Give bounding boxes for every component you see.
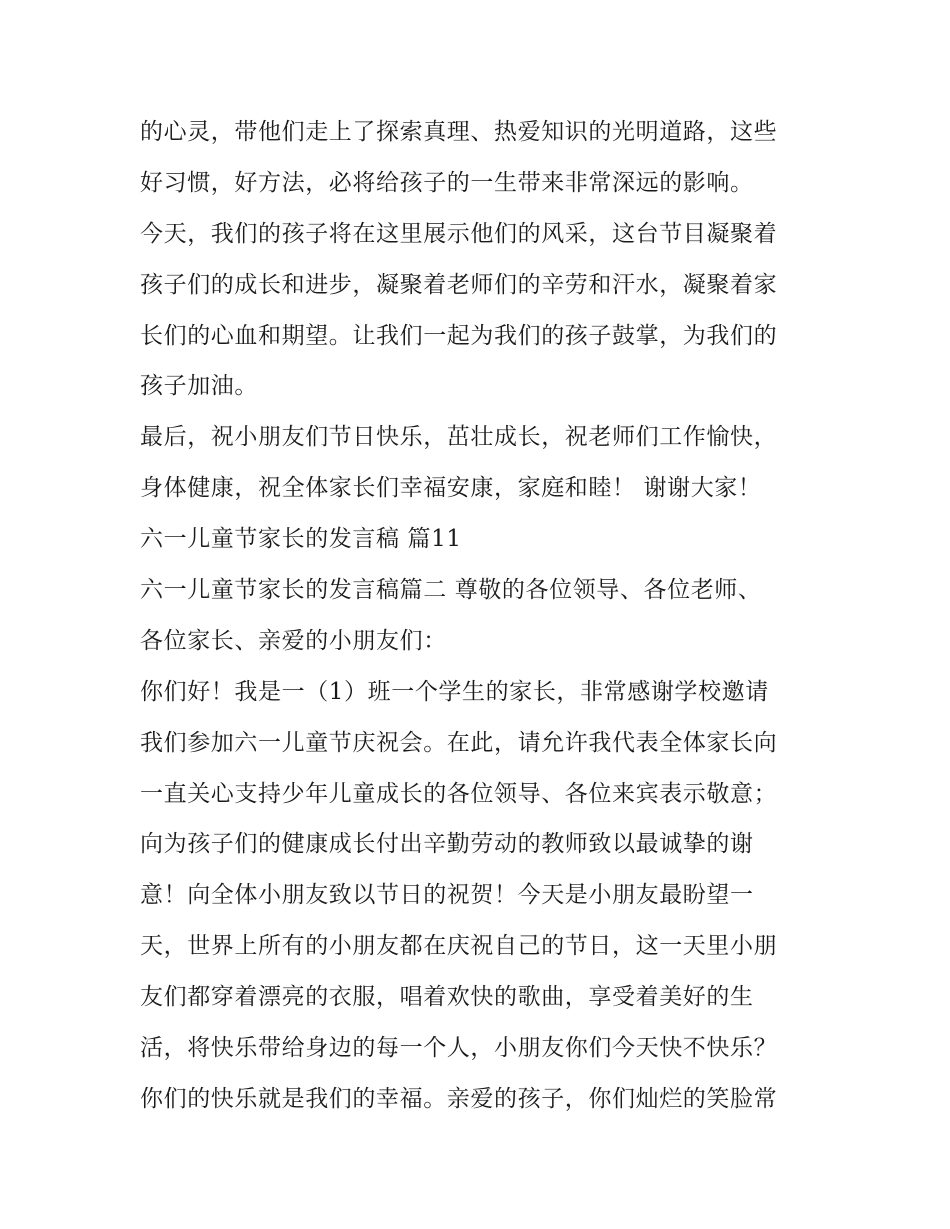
text-line: 意！向全体小朋友致以节日的祝贺！今天是小朋友最盼望一 [140, 882, 754, 909]
text-line: 你们的快乐就是我们的幸福。亲爱的孩子，你们灿烂的笑脸常 [140, 1085, 778, 1112]
section-heading: 六一儿童节家长的发言稿 篇11 [140, 526, 462, 553]
text-line: 天，世界上所有的小朋友都在庆祝自己的节日，这一天里小朋 [140, 933, 778, 960]
text-line: 你们好！我是一（1）班一个学生的家长，非常感谢学校邀请 [140, 678, 769, 705]
text-line: 最后，祝小朋友们节日快乐，茁壮成长，祝老师们工作愉快， [140, 424, 778, 451]
text-line: 一直关心支持少年儿童成长的各位领导、各位来宾表示敬意； [140, 780, 778, 807]
text-line: 各位家长、亲爱的小朋友们： [140, 627, 447, 654]
text-line: 孩子们的成长和进步，凝聚着老师们的辛劳和汗水，凝聚着家 [140, 271, 778, 298]
text-line: 今天，我们的孩子将在这里展示他们的风采，这台节目凝聚着 [140, 220, 778, 247]
text-line: 向为孩子们的健康成长付出辛勤劳动的教师致以最诚挚的谢 [140, 831, 754, 858]
text-line: 好习惯，好方法，必将给孩子的一生带来非常深远的影响。 [140, 169, 754, 196]
text-line: 友们都穿着漂亮的衣服，唱着欢快的歌曲，享受着美好的生 [140, 984, 754, 1011]
text-line: 六一儿童节家长的发言稿篇二 尊敬的各位领导、各位老师、 [140, 577, 762, 604]
text-line: 活，将快乐带给身边的每一个人，小朋友你们今天快不快乐？ [140, 1035, 778, 1062]
text-line: 身体健康，祝全体家长们幸福安康，家庭和睦！ 谢谢大家！ [140, 475, 762, 502]
document-body [140, 107, 820, 1125]
text-line: 我们参加六一儿童节庆祝会。在此，请允许我代表全体家长向 [140, 729, 778, 756]
text-line: 孩子加油。 [140, 373, 258, 400]
text-line: 长们的心血和期望。让我们一起为我们的孩子鼓掌，为我们的 [140, 322, 778, 349]
text-line: 的心灵，带他们走上了探索真理、热爱知识的光明道路，这些 [140, 119, 778, 145]
